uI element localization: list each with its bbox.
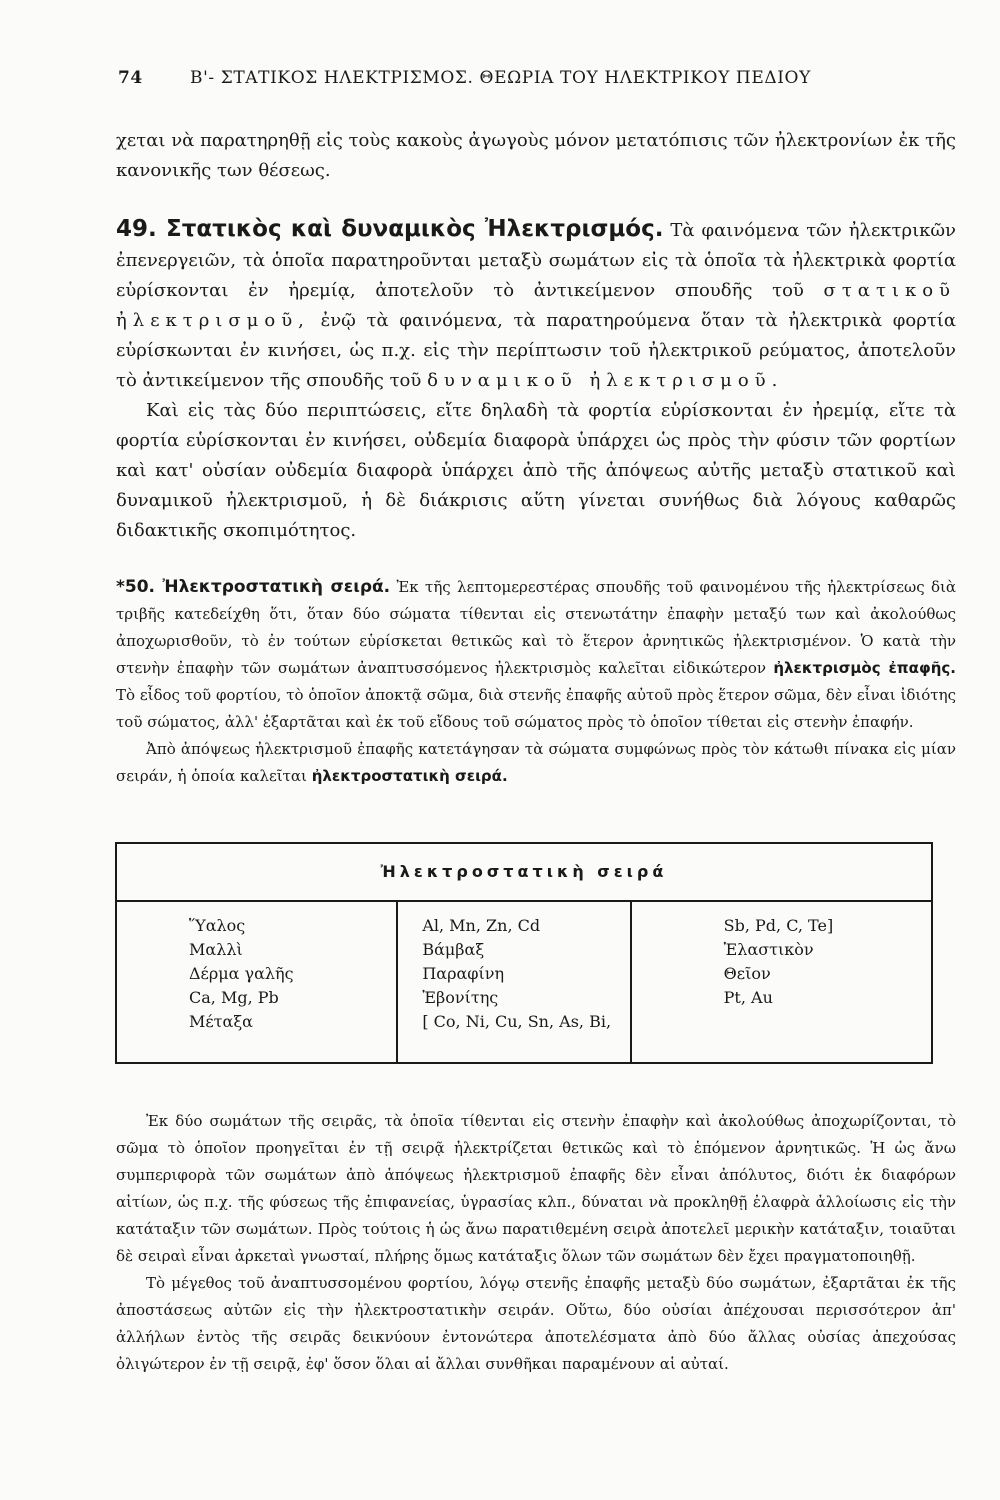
after-table-block [116,1108,956,1378]
intro-block [116,126,956,186]
table-cell: Μέταξα [189,1012,253,1031]
page-header [118,68,908,96]
table-cell: Βάμβαξ [422,940,485,959]
section-49-emphasis-static: στατικοῦ ἠλεκτρισμοῦ, [116,280,956,331]
table-column-1 [117,902,396,1064]
section-49 [116,214,956,546]
running-head: Β'- ΣΤΑΤΙΚΟΣ ΗΛΕΚΤΡΙΣΜΟΣ. ΘΕΩΡΙΑ ΤΟΥ ΗΛΕΚΤΡΙΚΟΥ ΠΕΔΙΟΥ [190,68,811,88]
section-49-paragraph-1 [116,214,956,396]
after-table-paragraph-2: Τὸ μέγεθος τοῦ ἀναπτυσσομένου φορτίου, λόγῳ στενῆς ἐπαφῆς μεταξὺ δύο σωμάτων, ἐξαρτᾶται ἐκ τῆς ἀποστάσεως αὐτῶν εἰς τὴν ἠλεκτροστατικὴν σειράν. Οὕτω, δύο οὐσίαι ἀπέχουσαι περισσότερον ἀπ' ἀλλήλων ἐντὸς τῆς σειρᾶς δεικνύουν ἐντονώτερα ἀποτελέσματα ἀπὸ δύο ἄλλας οὐσίας ἀπεχούσας ὀλιγώτερον ἐν τῇ σειρᾷ, ἐφ' ὅσον ὅλαι αἱ ἄλλαι συνθῆκαι παραμένουν αἱ αὐταί. [116,1274,956,1373]
section-49-emphasis-dynamic: δυναμικοῦ ἠλεκτρισμοῦ. [427,370,784,391]
section-49-paragraph-2: Καὶ εἰς τὰς δύο περιπτώσεις, εἴτε δηλαδὴ τὰ φορτία εὑρίσκονται ἐν ἠρεμίᾳ, εἴτε τὰ φορτία εὑρίσκονται ἐν κινήσει, οὐδεμία διαφορὰ ὑπάρχει ὡς πρὸς τὴν φύσιν τῶν φορτίων καὶ κατ' οὐσίαν οὐδεμία διαφορὰ ὑπάρχει ἀπὸ τῆς ἀπόψεως αὐτῆς μεταξὺ στατικοῦ καὶ δυναμικοῦ ἠλεκτρισμοῦ, ἡ δὲ διάκρισις αὕτη γίνεται συνήθως διὰ λόγους καθαρῶς διδακτικῆς σκοπιμότητος. [116,400,956,541]
table-cell: [ Co, Ni, Cu, Sn, As, Bi, [422,1012,612,1031]
after-table-paragraph-1: Ἐκ δύο σωμάτων τῆς σειρᾶς, τὰ ὁποῖα τίθενται εἰς στενὴν ἐπαφὴν καὶ ἀκολούθως ἀποχωρίζονται, τὸ σῶμα τὸ ὁποῖον προηγεῖται ἐν τῇ σειρᾷ ἠλεκτρίζεται θετικῶς καὶ τὸ ἑπόμενον ἀρνητικῶς. Ἡ ὡς ἄνω συμπεριφορὰ τῶν σωμάτων ἀπὸ ἀπόψεως ἠλεκτρισμοῦ ἐπαφῆς δὲν εἶναι ἀπόλυτος, διότι ἐκ διαφόρων αἰτίων, ὡς π.χ. τῆς φύσεως τῆς ἐπιφανείας, ὑγρασίας κλπ., δύναται νὰ προκληθῇ ἐλαφρὰ ἀλλοίωσις εἰς τὴν κατάταξιν τῶν σωμάτων. Πρὸς τούτοις ἡ ὡς ἄνω παρατιθεμένη σειρὰ ἀποτελεῖ μερικὴν κατάταξιν, τοιαῦται δὲ σειραὶ εἶναι ἀρκεταὶ γνωσταί, πλήρης ὅμως κατάταξις ὅλων τῶν σωμάτων δὲν ἔχει πραγματοποιηθῇ. [116,1112,956,1265]
table-cell: Θεῖον [723,964,771,983]
section-49-text-b: ἐνῷ τὰ φαινόμενα, τὰ παρατηρούμενα ὅταν τὰ ἠλεκτρικὰ φορτία εὑρίσκωνται ἐν κινήσει, ὡς π.χ. εἰς τὴν περίπτωσιν τοῦ ἠλεκτρικοῦ ρεύματος, ἀποτελοῦν τὸ ἀντικείμενον τῆς σπουδῆς τοῦ [116,310,956,391]
section-49-title: 49. Στατικὸς καὶ δυναμικὸς Ἠλεκτρισμός. [116,216,664,242]
section-50-bold-series: ἠλεκτροστατικὴ σειρά. [311,767,508,785]
section-50-paragraph-2 [116,736,956,790]
table-column-3 [630,902,931,1064]
section-49-text-a: Τὰ φαινόμενα τῶν ἠλεκτρικῶν ἐπενεργειῶν, τὰ ὁποῖα παρατηροῦνται μεταξὺ σωμάτων εἰς τὰ ὁποῖα τὰ ἠλεκτρικὰ φορτία εὑρίσκονται ἐν ἠρεμίᾳ, ἀποτελοῦν τὸ ἀντικείμενον σπουδῆς τοῦ [116,220,956,301]
table-cell: Ἐβονίτης [422,988,499,1007]
table-cell: Al, Mn, Zn, Cd [422,916,541,935]
section-50-paragraph-1 [116,574,956,736]
section-50-text-a: Ἐκ τῆς λεπτομερεστέρας σπουδῆς τοῦ φαινομένου τῆς ἠλεκτρίσεως διὰ τριβῆς κατεδείχθη ὅτι, ὅταν δύο σώματα τίθενται εἰς στενωτάτην ἐπαφὴν μεταξύ των καὶ ἀκολούθως ἀποχωρισθοῦν, τὸ ἐν τούτων εὑρίσκεται θετικῶς καὶ τὸ ἕτερον ἀρνητικῶς ἠλεκτρισμένον. Ὁ κατὰ τὴν στενὴν ἐπαφὴν τῶν σωμάτων ἀναπτυσσόμενος ἠλεκτρισμὸς καλεῖται εἰδικώτερον [116,578,956,677]
table-cell: Ἐλαστικὸν [723,940,814,959]
intro-paragraph: χεται νὰ παρατηρηθῇ εἰς τοὺς κακοὺς ἀγωγοὺς μόνον μετατόπισις τῶν ἠλεκτρονίων ἐκ τῆς κανονικῆς των θέσεως. [116,130,956,181]
table-cell: Ὕαλος [189,916,246,935]
table-body [117,902,931,1064]
table-caption: Ἠλεκτροστατικὴ σειρά [117,844,931,902]
table-cell: Sb, Pd, C, Te] [723,916,834,935]
section-50-title: *50. Ἠλεκτροστατικὴ σειρά. [116,577,391,597]
electrostatic-series-table [115,842,933,1064]
table-column-2 [396,902,629,1064]
section-50-bold-contact: ἠλεκτρισμὸς ἐπαφῆς. [773,659,956,677]
table-cell: Pt, Au [723,988,773,1007]
table-cell: Μαλλὶ [189,940,243,959]
section-50-text-c: Ἀπὸ ἀπόψεως ἠλεκτρισμοῦ ἐπαφῆς κατετάγησαν τὰ σώματα συμφώνως πρὸς τὸν κάτωθι πίνακα εἰς μίαν σειράν, ἡ ὁποία καλεῖται [116,740,956,785]
page-number: 74 [118,68,143,88]
table-cell: Ca, Mg, Pb [189,988,279,1007]
table-cell: Παραφίνη [422,964,505,983]
section-50-text-b: Τὸ εἶδος τοῦ φορτίου, τὸ ὁποῖον ἀποκτᾷ σῶμα, διὰ στενῆς ἐπαφῆς αὐτοῦ πρὸς ἕτερον σῶμα, δὲν εἶναι ἰδιότης τοῦ σώματος, ἀλλ' ἐξαρτᾶται καὶ ἐκ τοῦ εἴδους τοῦ σώματος πρὸς τὸ ὁποῖον τίθεται εἰς στενὴν ἐπαφήν. [116,686,956,731]
section-50 [116,574,956,790]
table-cell: Δέρμα γαλῆς [189,964,294,983]
